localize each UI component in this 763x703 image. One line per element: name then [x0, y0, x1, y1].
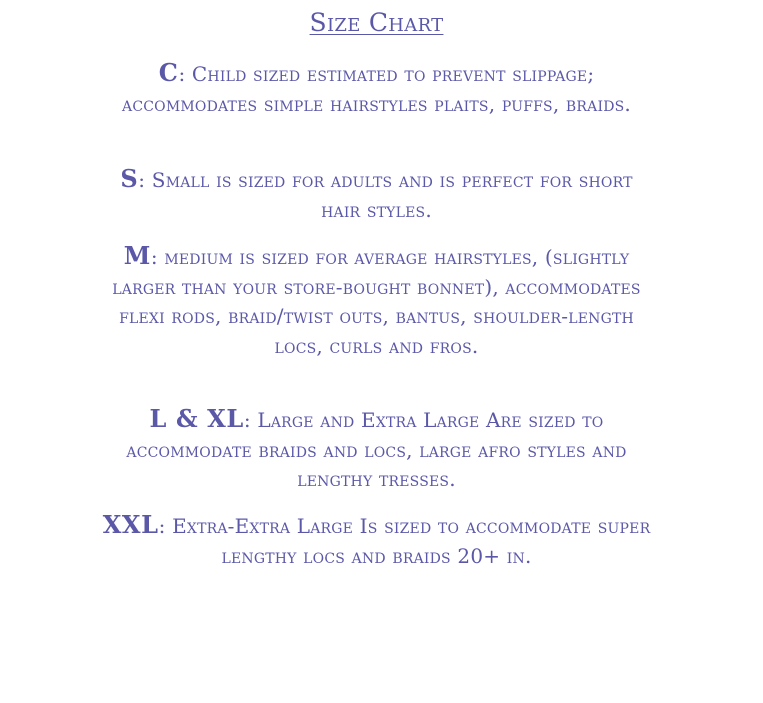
- size-entry-medium: [100, 241, 653, 361]
- size-code: L & XL: [149, 404, 244, 433]
- size-description: : Small is sized for adults and is perfect for short hair styles.: [138, 168, 633, 222]
- size-description: : Large and Extra Large Are sized to accommodate braids and locs, large afro styles and lengthy tresses.: [126, 408, 627, 491]
- size-description: : Extra-Extra Large Is sized to accommodate super lengthy locs and braids 20+ in.: [158, 514, 651, 568]
- size-entry-xxl: [100, 510, 653, 571]
- size-entry-child: [100, 58, 653, 119]
- size-entry-small: [100, 164, 653, 225]
- size-code: XXL: [102, 510, 159, 539]
- size-description: : medium is sized for average hairstyles, (slightly larger than your store-bought bonnet), accommodates flexi rods, braid/twist outs, bantus, shoulder-length locs, curls and fros.: [112, 245, 641, 358]
- size-code: S: [120, 164, 139, 193]
- page-title: Size Chart: [309, 8, 444, 37]
- size-code: M: [123, 241, 151, 270]
- size-description: : Child sized estimated to prevent slippage; accommodates simple hairstyles plaits, puffs, braids.: [122, 62, 631, 116]
- size-code: C: [158, 58, 179, 87]
- size-entry-large: [100, 404, 653, 495]
